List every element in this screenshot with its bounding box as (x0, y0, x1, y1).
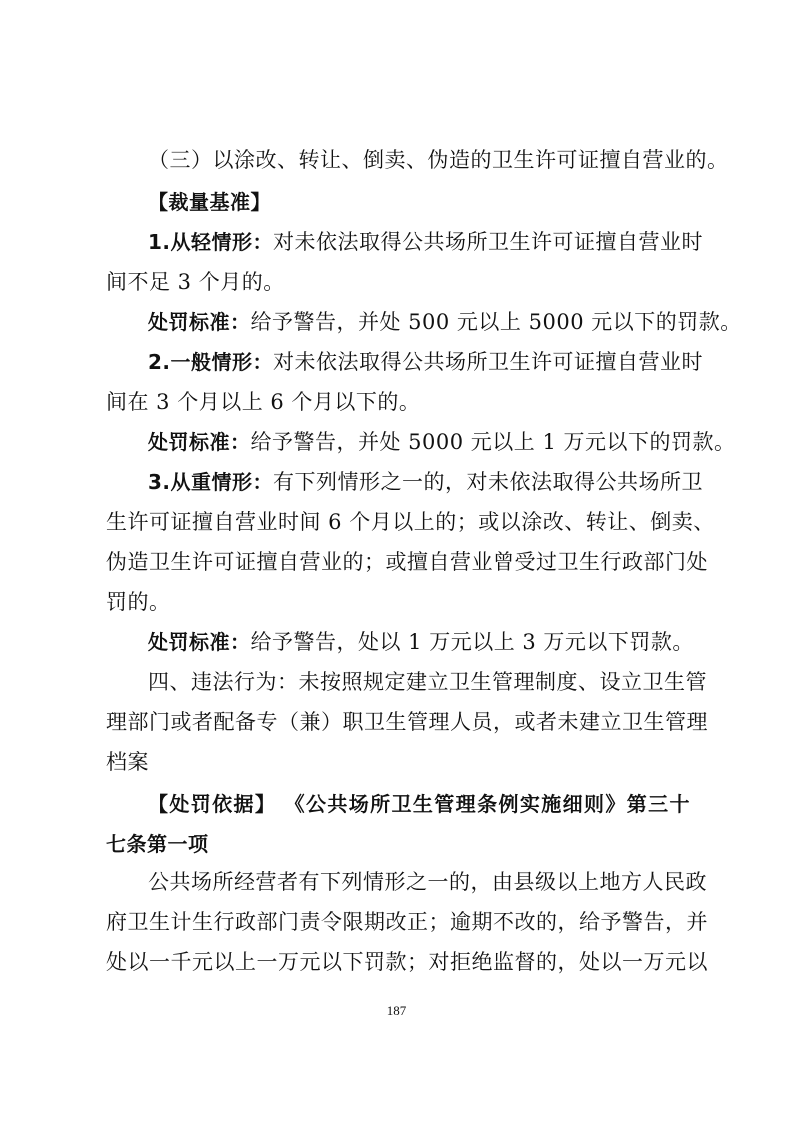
penalty-basis-line-2 (106, 824, 690, 864)
light-case-text-1: 对未依法取得公共场所卫生许可证擅自营业时 (273, 230, 704, 254)
light-case-label: 1.从轻情形： (148, 230, 274, 254)
penalty-standard-label: 处罚标准： (148, 630, 251, 654)
penalty-basis-line-1 (148, 784, 690, 824)
heavy-case-text-1: 有下列情形之一的，对未依法取得公共场所卫 (273, 470, 704, 494)
general-case-line-2 (106, 382, 690, 422)
general-case-label: 2.一般情形： (148, 350, 274, 374)
heavy-case-label: 3.从重情形： (148, 470, 274, 494)
general-case-line-1 (148, 342, 704, 382)
heavy-case-line-4 (106, 582, 690, 622)
general-penalty-line (148, 422, 736, 462)
heavy-case-text-3: 伪造卫生许可证擅自营业的；或擅自营业曾受过卫生行政部门处 (106, 550, 708, 574)
regulation-text-2: 府卫生计生行政部门责令限期改正；逾期不改的，给予警告，并 (106, 910, 708, 934)
penalty-standard-label: 处罚标准： (148, 430, 251, 454)
heavy-penalty-line (148, 622, 694, 662)
light-case-line-1 (148, 222, 704, 262)
regulation-line-1 (148, 862, 707, 902)
violation-four-text-1: 四、违法行为：未按照规定建立卫生管理制度、设立卫生管 (148, 670, 707, 694)
violation-four-line-3 (106, 742, 690, 782)
heavy-case-line-2 (106, 502, 715, 542)
violation-four-text-3: 档案 (106, 750, 149, 774)
regulation-text-1: 公共场所经营者有下列情形之一的，由县级以上地方人民政 (148, 870, 707, 894)
penalty-basis-text-1: 【处罚依据】 《公共场所卫生管理条例实施细则》第三十 (148, 792, 690, 816)
violation-four-line-1 (148, 662, 707, 702)
regulation-line-2 (106, 902, 708, 942)
paragraph-item-three (148, 140, 729, 180)
general-case-text-2: 间在 3 个月以上 6 个月以下的。 (106, 390, 421, 414)
penalty-standard-text: 给予警告，并处 500 元以上 5000 元以下的罚款。 (250, 310, 742, 334)
penalty-standard-text: 给予警告，处以 1 万元以上 3 万元以下罚款。 (250, 630, 694, 654)
page-number: 187 (386, 1003, 407, 1018)
penalty-standard-label: 处罚标准： (148, 310, 251, 334)
light-penalty-line (148, 302, 742, 342)
heavy-case-line-3 (106, 542, 708, 582)
heading-discretion-standard (148, 182, 690, 222)
paragraph-text: （三）以涂改、转让、倒卖、伪造的卫生许可证擅自营业的。 (148, 148, 729, 172)
violation-four-text-2: 理部门或者配备专（兼）职卫生管理人员，或者未建立卫生管理 (106, 710, 708, 734)
penalty-standard-text: 给予警告，并处 5000 元以上 1 万元以下的罚款。 (250, 430, 736, 454)
heavy-case-text-2: 生许可证擅自营业时间 6 个月以上的；或以涂改、转让、倒卖、 (106, 510, 715, 534)
penalty-basis-text-2: 七条第一项 (106, 832, 209, 856)
light-case-line-2 (106, 262, 690, 302)
light-case-text-2: 间不足 3 个月的。 (106, 270, 285, 294)
regulation-text-3: 处以一千元以上一万元以下罚款；对拒绝监督的，处以一万元以 (106, 950, 708, 974)
heavy-case-text-4: 罚的。 (106, 590, 171, 614)
violation-four-line-2 (106, 702, 708, 742)
heavy-case-line-1 (148, 462, 704, 502)
regulation-line-3 (106, 942, 708, 982)
general-case-text-1: 对未依法取得公共场所卫生许可证擅自营业时 (273, 350, 704, 374)
heading-text: 【裁量基准】 (148, 190, 271, 214)
